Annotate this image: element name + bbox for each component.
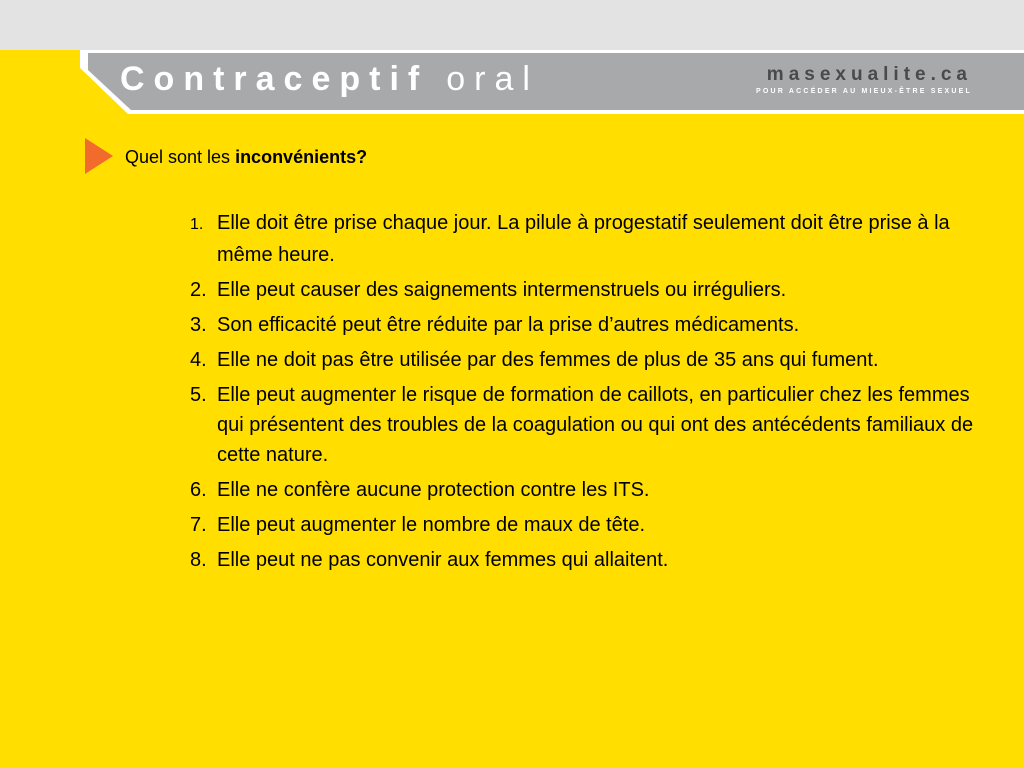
item-text: Elle peut augmenter le risque de formation de caillots, en particulier chez les femmes qui présentent des troubles de la coagulation ou qui ont des antécédents familiaux de cette nature. <box>217 384 974 466</box>
drawbacks-list <box>190 208 990 580</box>
title-light: oral <box>446 60 539 98</box>
question-heading <box>125 147 367 168</box>
list-item <box>190 380 990 470</box>
list-item <box>190 208 990 270</box>
item-text: Elle ne confère aucune protection contre les ITS. <box>217 479 650 501</box>
item-text: Son efficacité peut être réduite par la prise d’autres médicaments. <box>217 314 800 336</box>
list-item <box>190 275 990 305</box>
item-text: Elle doit être prise chaque jour. La pilule à progestatif seulement doit être prise à la même heure. <box>217 212 950 266</box>
item-number: 8. <box>190 549 207 571</box>
item-text: Elle ne doit pas être utilisée par des femmes de plus de 35 ans qui fument. <box>217 349 879 371</box>
list-item <box>190 510 990 540</box>
item-text: Elle peut ne pas convenir aux femmes qui allaitent. <box>217 549 669 571</box>
item-text: Elle peut causer des saignements intermenstruels ou irréguliers. <box>217 279 787 301</box>
item-number: 3. <box>190 314 207 336</box>
question-emphasis: inconvénients? <box>235 147 368 167</box>
page-title <box>120 60 539 99</box>
list-item <box>190 310 990 340</box>
item-number: 2. <box>190 279 207 301</box>
title-bold: Contraceptif <box>120 60 429 98</box>
item-number: 1. <box>190 216 204 233</box>
question-prefix: Quel sont les <box>125 147 236 167</box>
item-number: 7. <box>190 514 207 536</box>
item-number: 6. <box>190 479 207 501</box>
list-item <box>190 475 990 505</box>
brand-name: masexualite.ca <box>766 64 972 85</box>
play-arrow-icon <box>85 138 113 179</box>
item-text: Elle peut augmenter le nombre de maux de tête. <box>217 514 646 536</box>
item-number: 4. <box>190 349 207 371</box>
list-item <box>190 345 990 375</box>
list-item <box>190 545 990 575</box>
item-number: 5. <box>190 384 207 406</box>
top-strip <box>0 0 1024 50</box>
brand-tagline: POUR ACCÉDER AU MIEUX-ÊTRE SEXUEL <box>756 88 972 95</box>
brand-logo <box>756 64 972 95</box>
